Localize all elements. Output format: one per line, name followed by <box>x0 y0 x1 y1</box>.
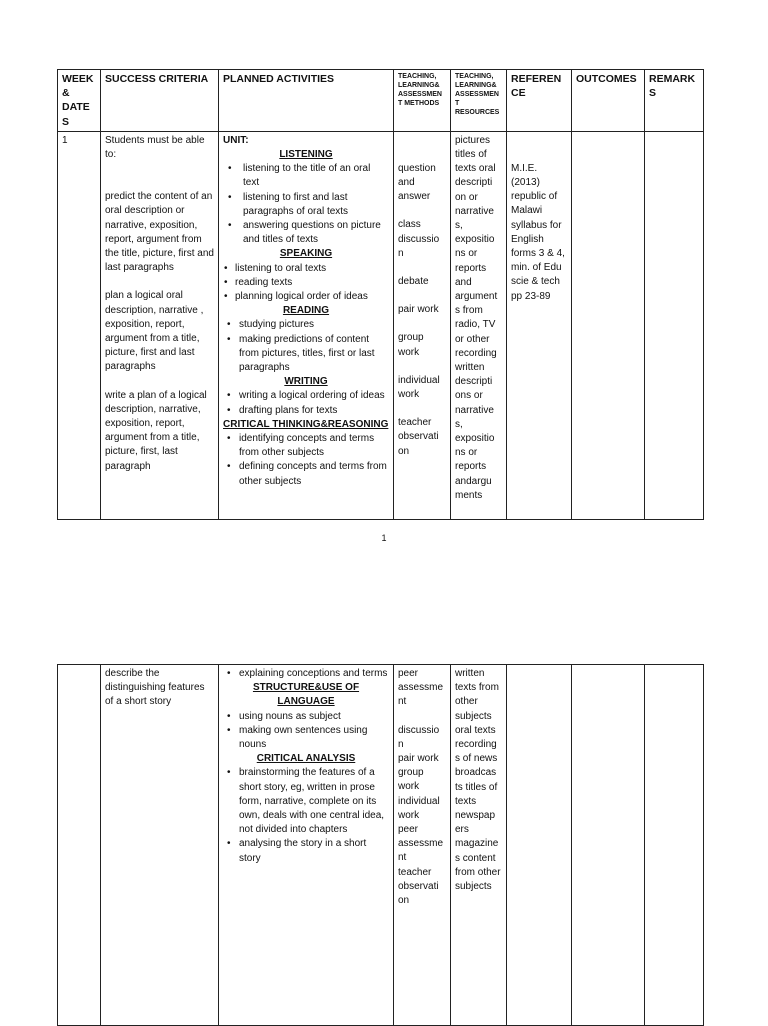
activity-item: • identifying concepts and terms from other subjects <box>223 432 389 460</box>
section-structure-language: STRUCTURE&USE OF LANGUAGE <box>252 682 360 708</box>
section-critical-analysis: CRITICAL ANALYSIS <box>256 753 356 765</box>
header-reference: REFERENCE <box>507 70 572 132</box>
method-item: group work <box>398 767 424 793</box>
week-number <box>58 665 101 1026</box>
activity-item: • listening to the title of an oral text <box>223 162 389 190</box>
week-row <box>58 131 704 519</box>
success-criteria-cell <box>101 131 219 519</box>
activity-item: • drafting plans for texts <box>223 404 389 418</box>
activity-item: • making predictions of content from pictures, titles, first or last paragraphs <box>223 333 389 376</box>
activity-item: • listening to first and last paragraphs of oral texts <box>223 191 389 219</box>
method-item: peer assessme nt <box>398 824 444 864</box>
reference-cell <box>507 131 572 519</box>
scheme-table-page-2 <box>57 664 704 1026</box>
reading-list <box>223 318 389 375</box>
header-success-criteria: SUCCESS CRITERIA <box>101 70 219 132</box>
header-row <box>58 70 704 132</box>
planned-activities-cell <box>219 131 394 519</box>
activity-item: • writing a logical ordering of ideas <box>223 389 389 403</box>
activity-item: • making own sentences using nouns <box>223 724 389 752</box>
section-reading: READING <box>282 305 330 317</box>
method-item: peer assessme nt <box>398 668 444 708</box>
remarks-cell <box>645 131 704 519</box>
method-item: pair work <box>398 304 439 316</box>
success-intro: Students must be able to: <box>105 134 205 161</box>
header-resources: TEACHING, LEARNING& ASSESSMEN T RESOURCES <box>451 70 507 132</box>
methods-cell <box>394 131 451 519</box>
activity-item: • explaining conceptions and terms <box>223 667 389 681</box>
activity-item: • reading texts <box>223 276 389 290</box>
methods-cell <box>394 665 451 1026</box>
activity-item: • studying pictures <box>223 318 389 332</box>
week-number: 1 <box>58 131 101 519</box>
method-item: discussio n <box>398 724 440 750</box>
structure-list <box>223 710 389 753</box>
header-planned-activities: PLANNED ACTIVITIES <box>219 70 394 132</box>
scheme-table-page-1 <box>57 69 704 520</box>
section-writing: WRITING <box>284 376 328 388</box>
speaking-list <box>223 262 389 305</box>
method-item: class discussio n <box>398 219 440 259</box>
resources-cell: written texts from other subjects oral texts recording s of news broadcas ts titles of texts newspap ers magazine s content from other subjects <box>451 665 507 1026</box>
success-item: plan a logical oral description, narrative , exposition, report, argument from a title, picture, first and last paragraphs <box>105 290 204 373</box>
success-item: predict the content of an oral description or narrative, exposition, report, argument from the title, picture, first and last paragraphs <box>105 191 214 274</box>
method-item: individual work <box>398 374 440 401</box>
header-week-dates: WEEK & DATES <box>58 70 101 132</box>
activity-item: • listening to oral texts <box>223 262 389 276</box>
critical-thinking-list <box>223 432 389 489</box>
reference-text: M.I.E. (2013) republic of Malawi syllabus for English forms 3 & 4, min. of Edu scie & tech pp 23-89 <box>511 162 565 302</box>
reference-cell <box>507 665 572 1026</box>
method-item: individual work <box>398 795 440 821</box>
analysis-list <box>223 766 389 865</box>
header-methods: TEACHING, LEARNING& ASSESSMEN T METHODS <box>394 70 451 132</box>
activity-item: • defining concepts and terms from other subjects <box>223 460 389 488</box>
section-listening: LISTENING <box>279 149 333 161</box>
unit-label: UNIT: <box>223 134 249 146</box>
activity-item: • using nouns as subject <box>223 710 389 724</box>
outcomes-cell <box>572 131 645 519</box>
activity-item: • analysing the story in a short story <box>223 837 389 865</box>
method-item: group work <box>398 332 424 358</box>
header-outcomes: OUTCOMES <box>572 70 645 132</box>
listening-list <box>223 162 389 247</box>
activity-item: • planning logical order of ideas <box>223 290 389 304</box>
method-item: teacher observati on <box>398 866 439 907</box>
method-item: teacher observati on <box>398 417 439 457</box>
planned-activities-cell <box>219 665 394 1026</box>
activity-item: • answering questions on picture and titles of texts <box>223 219 389 247</box>
remarks-cell <box>645 665 704 1026</box>
success-item: write a plan of a logical description, narrative, exposition, report, argument from a title, picture, first, last paragraph <box>105 389 207 472</box>
method-item: question and answer <box>398 162 436 203</box>
activity-item: • brainstorming the features of a short story, eg, written in prose form, narrative, complete on its own, deals with one central idea, not divided into chapters <box>223 766 389 837</box>
header-remarks: REMARKS <box>645 70 704 132</box>
writing-list <box>223 389 389 417</box>
outcomes-cell <box>572 665 645 1026</box>
section-critical-thinking: CRITICAL THINKING&REASONING <box>223 418 389 430</box>
success-item: describe the distinguishing features of a short story <box>105 668 205 708</box>
continuation-row <box>58 665 704 1026</box>
method-item: pair work <box>398 753 439 765</box>
success-criteria-cell <box>101 665 219 1026</box>
method-item: debate <box>398 276 429 288</box>
page-number: 1 <box>381 533 387 543</box>
top-activities-list <box>223 667 389 681</box>
resources-cell: pictures titles of texts oral descripti on or narrative s, expositio ns or reports and argument s from radio, TV or other recording written descripti ons or narrative s, expositio ns or reports andargu ments <box>451 131 507 519</box>
section-speaking: SPEAKING <box>279 248 333 260</box>
